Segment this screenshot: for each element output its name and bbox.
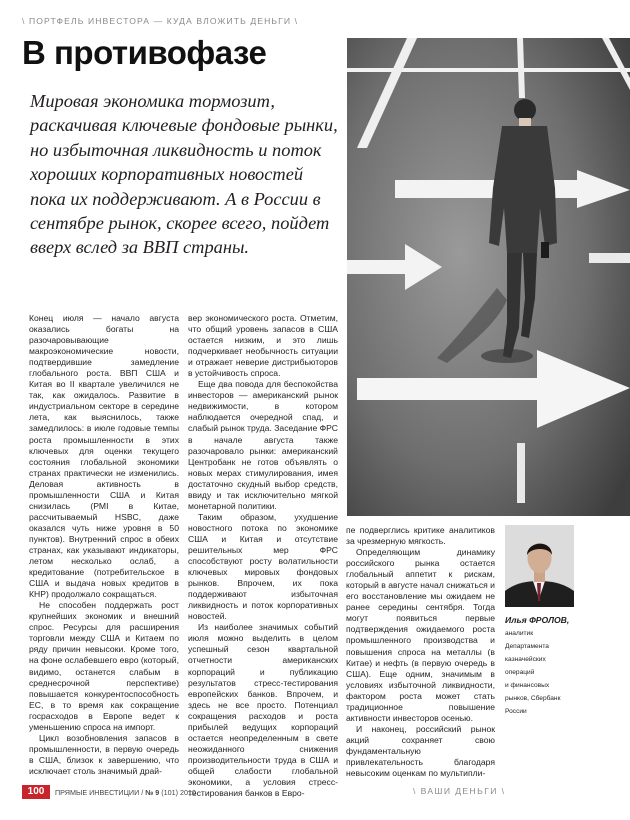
author-role-line: казначейских [505,656,546,663]
author-name: Илья ФРОЛОВ, [505,615,570,625]
paragraph: Таким образом, ухудшение новостного потока по экономике США и Китая и отсутствие решительных мер ФРС способствуют росту волатильности ключевых мировых фондовых рынков. Впрочем, их пока поддерживают избыточная ликвидность и поток корпоративных новостей. [188,511,338,622]
author-photo [505,525,574,607]
paragraph: Еще два повода для беспокойства инвесторов — американский рынок недвижимости, в котором наблюдается очередной спад, и слабый рынок труда. Заседание ФРС в начале августа также разочаровало рынки: американский Центробанк не готов объявлять о новых мерах стимулирования, имея достаточно скудный выбор средств, ввиду и так исключительно мягкой монетарной политики. [188,379,338,511]
main-photo [347,38,630,516]
author-role-line: и финансовых [505,682,550,689]
author-portrait [505,525,574,607]
author-role [505,627,623,718]
paragraph: Цикл возобновления запасов в промышленности, в первую очередь в США, близок к завершению, что исключает столь значимый драй- [29,732,179,776]
article-column-3 [346,525,495,779]
paragraph: Не способен поддержать рост крупнейших экономик и внешний спрос. Ресурсы для расширения торговли между США и Китаем по ряду причин невысоки. Кроме того, на фоне ослабевшего евро (который, видимо, останется слабым в среднесрочной перспективе) повышается конкурентоспособность ЕС, в то время как сокращение госрасходов в Европе ведет к уменьшению спроса на импорт. [29,600,179,732]
author-role-line: России [505,708,527,715]
paragraph: Конец июля — начало августа оказались богаты на разочаровывающие макроэкономические новости, подтвердившие замедление глобального роста. ВВП США и Китая во II квартале увеличился не так, как ожидалось. Развитие в индустриальном секторе в середине лета, как выяснилось, также замедлилось: в июле годовые темпы роста промышленности в этих ключевых для оценки текущего состояния глобальной экономики странах практически не изменились. Деловая активность в промышленности США и Китая снизилась (PMI в Китае, рассчитываемый HSBC, даже оказался чуть ниже уровня в 50 пунктов). Внутренний спрос в обеих странах, как указывают индикаторы, летом несколько ослаб, а кредитование (потребительское в США и выдача новых кредитов в КНР) продолжало сокращаться. [29,313,179,600]
author-role-line: аналитик [505,630,534,637]
page-number: 100 [22,785,50,799]
article-lead: Мировая экономика тормозит, раскачивая ключевые фондовые рынки, но избыточная ликвидность и поток хороших корпоративных новостей пока их поддерживают. А в России в сентябре рынок, скорее всего, пойдет вверх вслед за ВВП страны. [30,91,338,258]
photo-businessman-road-markings [347,38,630,516]
issue-number: № 9 [145,788,160,797]
paragraph: И наконец, российский рынок акций сохраняет свою фундаментальную привлекательность благодаря невысоким оценкам по мультипли- [346,723,495,779]
paragraph: Из наиболее значимых событий июля можно выделить в целом успешный сезон квартальной отчетности американских корпораций и публикацию результатов стресс-тестирования европейских банков. Впрочем, и здесь не все просто. Потенциал сокращения расходов и роста прибылей ведущих корпораций остается неопределенным в свете неожиданного снижения производительности труда в США и общей слабости глобальной экономики, а условия стресс-тестирования банков в Евро- [188,622,338,799]
footer-section: \ ВАШИ ДЕНЬГИ \ [413,786,506,796]
magazine-name: ПРЯМЫЕ ИНВЕСТИЦИИ / [55,788,144,797]
paragraph: вер экономического роста. Отметим, что общий уровень запасов в США остается низким, и это лишь подчеркивает необычность ситуации и отражает неверие дистрибьюторов в устойчивость спроса. [188,313,338,379]
article-title: В противофазе [22,34,267,71]
article-column-1 [29,313,179,777]
author-role-line: Департамента [505,643,549,650]
author-role-line: операций [505,669,535,676]
article-column-2 [188,313,338,799]
author-role-line: рынков, Сбербанк [505,695,561,702]
paragraph: пе подверглись критике аналитиков за чрезмерную мягкость. [346,525,495,547]
footer-magazine [55,788,196,797]
issue-suffix: (101) 2010 [161,788,197,797]
author-block [505,615,623,718]
paragraph: Определяющим динамику российского рынка остается глобальный аппетит к рискам, который в августе начал снижаться и его восстановление мы ожидаем не ранее середины сентября. Тогда могут появиться первые подтверждения ожидаемого роста промышленного производства и повышения спроса на металлы (в Китае) и нефть (в первую очередь в США). Еще одним, значимым в условиях избыточной ликвидности, фактором роста может стать традиционное повышение активности инвесторов осенью. [346,547,495,723]
section-rubric: \ ПОРТФЕЛЬ ИНВЕСТОРА — КУДА ВЛОЖИТЬ ДЕНЬГИ \ [22,16,299,26]
